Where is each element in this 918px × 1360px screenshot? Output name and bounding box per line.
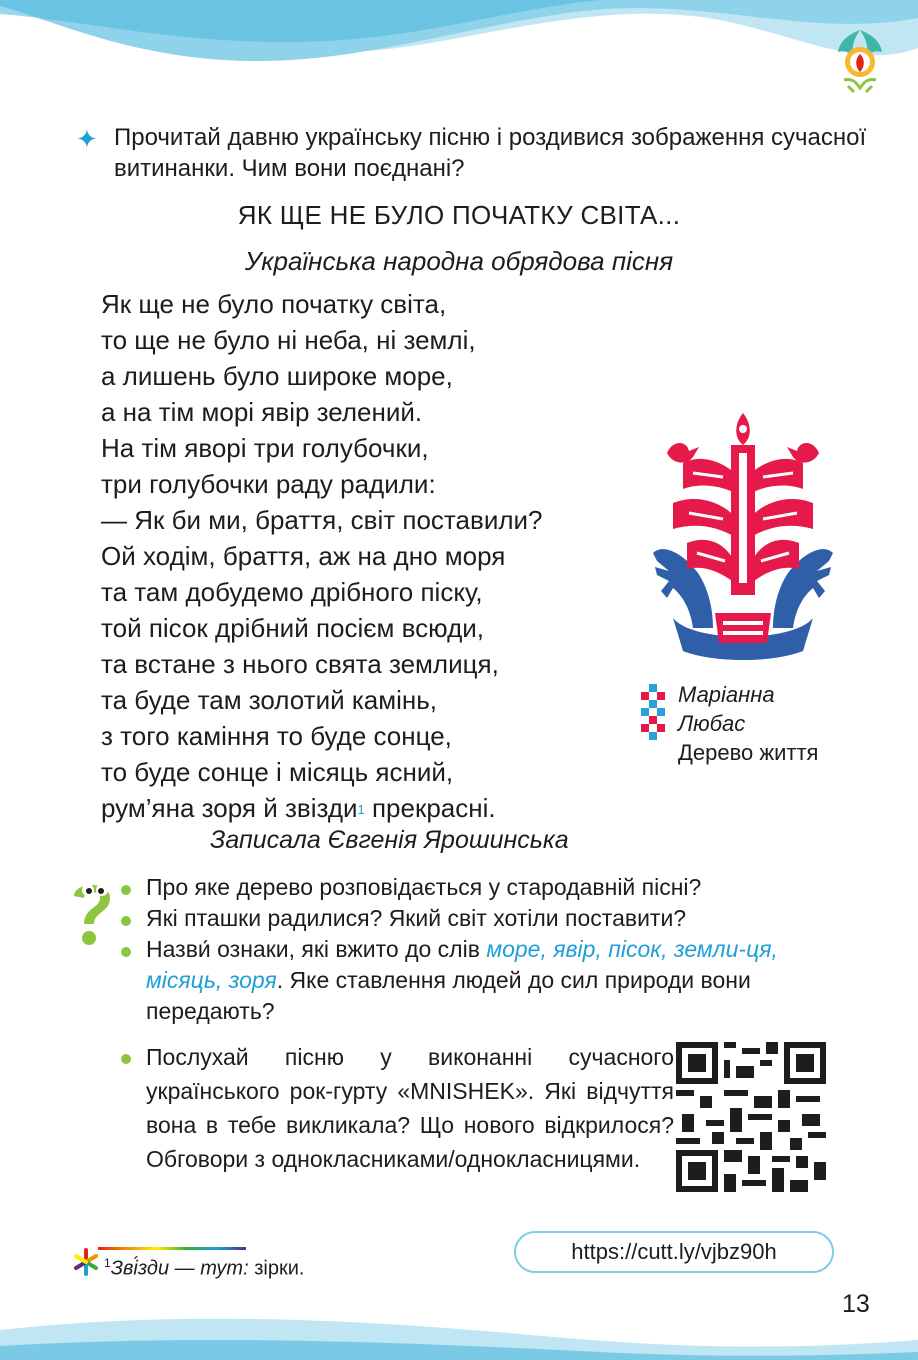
bottom-wave-decoration xyxy=(0,1290,918,1360)
list-item xyxy=(118,934,842,1027)
page-number: 13 xyxy=(842,1290,870,1318)
question-2: Які пташки радилися? Який світ хотіли поставити? xyxy=(146,905,687,931)
intro-text: Прочитай давню українську пісню і роздивися зображення сучасної витинанки. Чим вони поєднані? xyxy=(114,124,867,182)
highlighted-words: море, явір, пісок, земли-ця, місяць, зоря xyxy=(146,936,778,993)
question-3-end: . Яке ставлення людей до сил природи вони передають? xyxy=(146,967,751,1024)
question-3-start: Назви́ ознаки, які вжито до слів xyxy=(146,936,487,962)
listen-task xyxy=(118,1040,674,1176)
question-list xyxy=(118,872,842,1027)
top-wave-decoration xyxy=(0,0,918,130)
footnote xyxy=(104,1256,304,1281)
footnote-term: Зві́зди — тут: xyxy=(110,1257,249,1280)
poem-line: та там добудемо дрібного піску, xyxy=(101,577,483,607)
list-item xyxy=(118,903,842,934)
image-caption xyxy=(678,680,818,767)
caption-author: Маріанна Любас xyxy=(678,682,775,736)
poem-line: На тім яворі три голубочки, xyxy=(101,433,429,463)
folk-ornament-logo xyxy=(830,22,890,97)
poem-line: три голубочки раду радили: xyxy=(101,469,436,499)
song-subtitle: Українська народна обрядова пісня xyxy=(244,246,674,276)
poem-line: та встане з нього свята землиця, xyxy=(101,649,499,679)
poem-line: то ще не було ні неба, ні землі, xyxy=(101,325,476,355)
poem-line-last-end: прекрасні. xyxy=(364,793,496,823)
question-1: Про яке дерево розповідається у стародавній пісні? xyxy=(146,874,702,900)
listen-text: Послухай пісню у виконанні сучасного українського рок-гурту «MNISHEK». Які відчуття вона в тебе викликала? Що нового відкрилося? Обговори з однокласниками/однокласницями. xyxy=(146,1044,674,1172)
question-mark-icon xyxy=(66,878,118,948)
list-item xyxy=(118,872,842,903)
poem-line: а лишень було широке море, xyxy=(101,361,453,391)
poem-line: а на тім морі явір зелений. xyxy=(101,397,423,427)
link-url[interactable]: https://cutt.ly/vjbz90h xyxy=(514,1231,834,1273)
footnote-number: 1 xyxy=(104,1256,111,1270)
footnote-marker: 1 xyxy=(357,802,365,817)
recorded-by: Записала Євгенія Ярошинська xyxy=(210,826,569,854)
bullet-icon xyxy=(121,1054,131,1064)
bullet-icon xyxy=(121,885,131,895)
poem-line: — Як би ми, браття, світ поставили? xyxy=(101,505,543,535)
footnote-meaning: зірки. xyxy=(248,1257,305,1280)
embroidery-ornament-icon xyxy=(638,684,668,740)
tree-of-life-papercut-image xyxy=(643,393,843,668)
sparkle-icon: ✦ xyxy=(76,124,98,154)
bullet-icon xyxy=(121,947,131,957)
poem-line: той пісок дрібний посієм всюди, xyxy=(101,613,485,643)
poem-line: то буде сонце і місяць ясний, xyxy=(101,757,454,787)
poem-line-last-start: рум’яна зоря й звізди xyxy=(101,793,358,823)
poem-text xyxy=(101,286,543,826)
poem-line-last xyxy=(101,790,543,826)
bullet-icon xyxy=(121,916,131,926)
caption-title: Дерево життя xyxy=(678,740,819,765)
song-title: ЯК ЩЕ НЕ БУЛО ПОЧАТКУ СВІТА... xyxy=(237,200,681,230)
poem-line: з того каміння то буде сонце, xyxy=(101,721,452,751)
colorful-star-icon xyxy=(72,1248,100,1276)
qr-code-image[interactable] xyxy=(676,1042,826,1192)
poem-line: Як ще не було початку світа, xyxy=(101,289,447,319)
poem-line: та буде там золотий камінь, xyxy=(101,685,438,715)
poem-line: Ой ходім, браття, аж на дно моря xyxy=(101,541,506,571)
footnote-divider xyxy=(98,1247,246,1250)
task-intro xyxy=(68,122,868,184)
